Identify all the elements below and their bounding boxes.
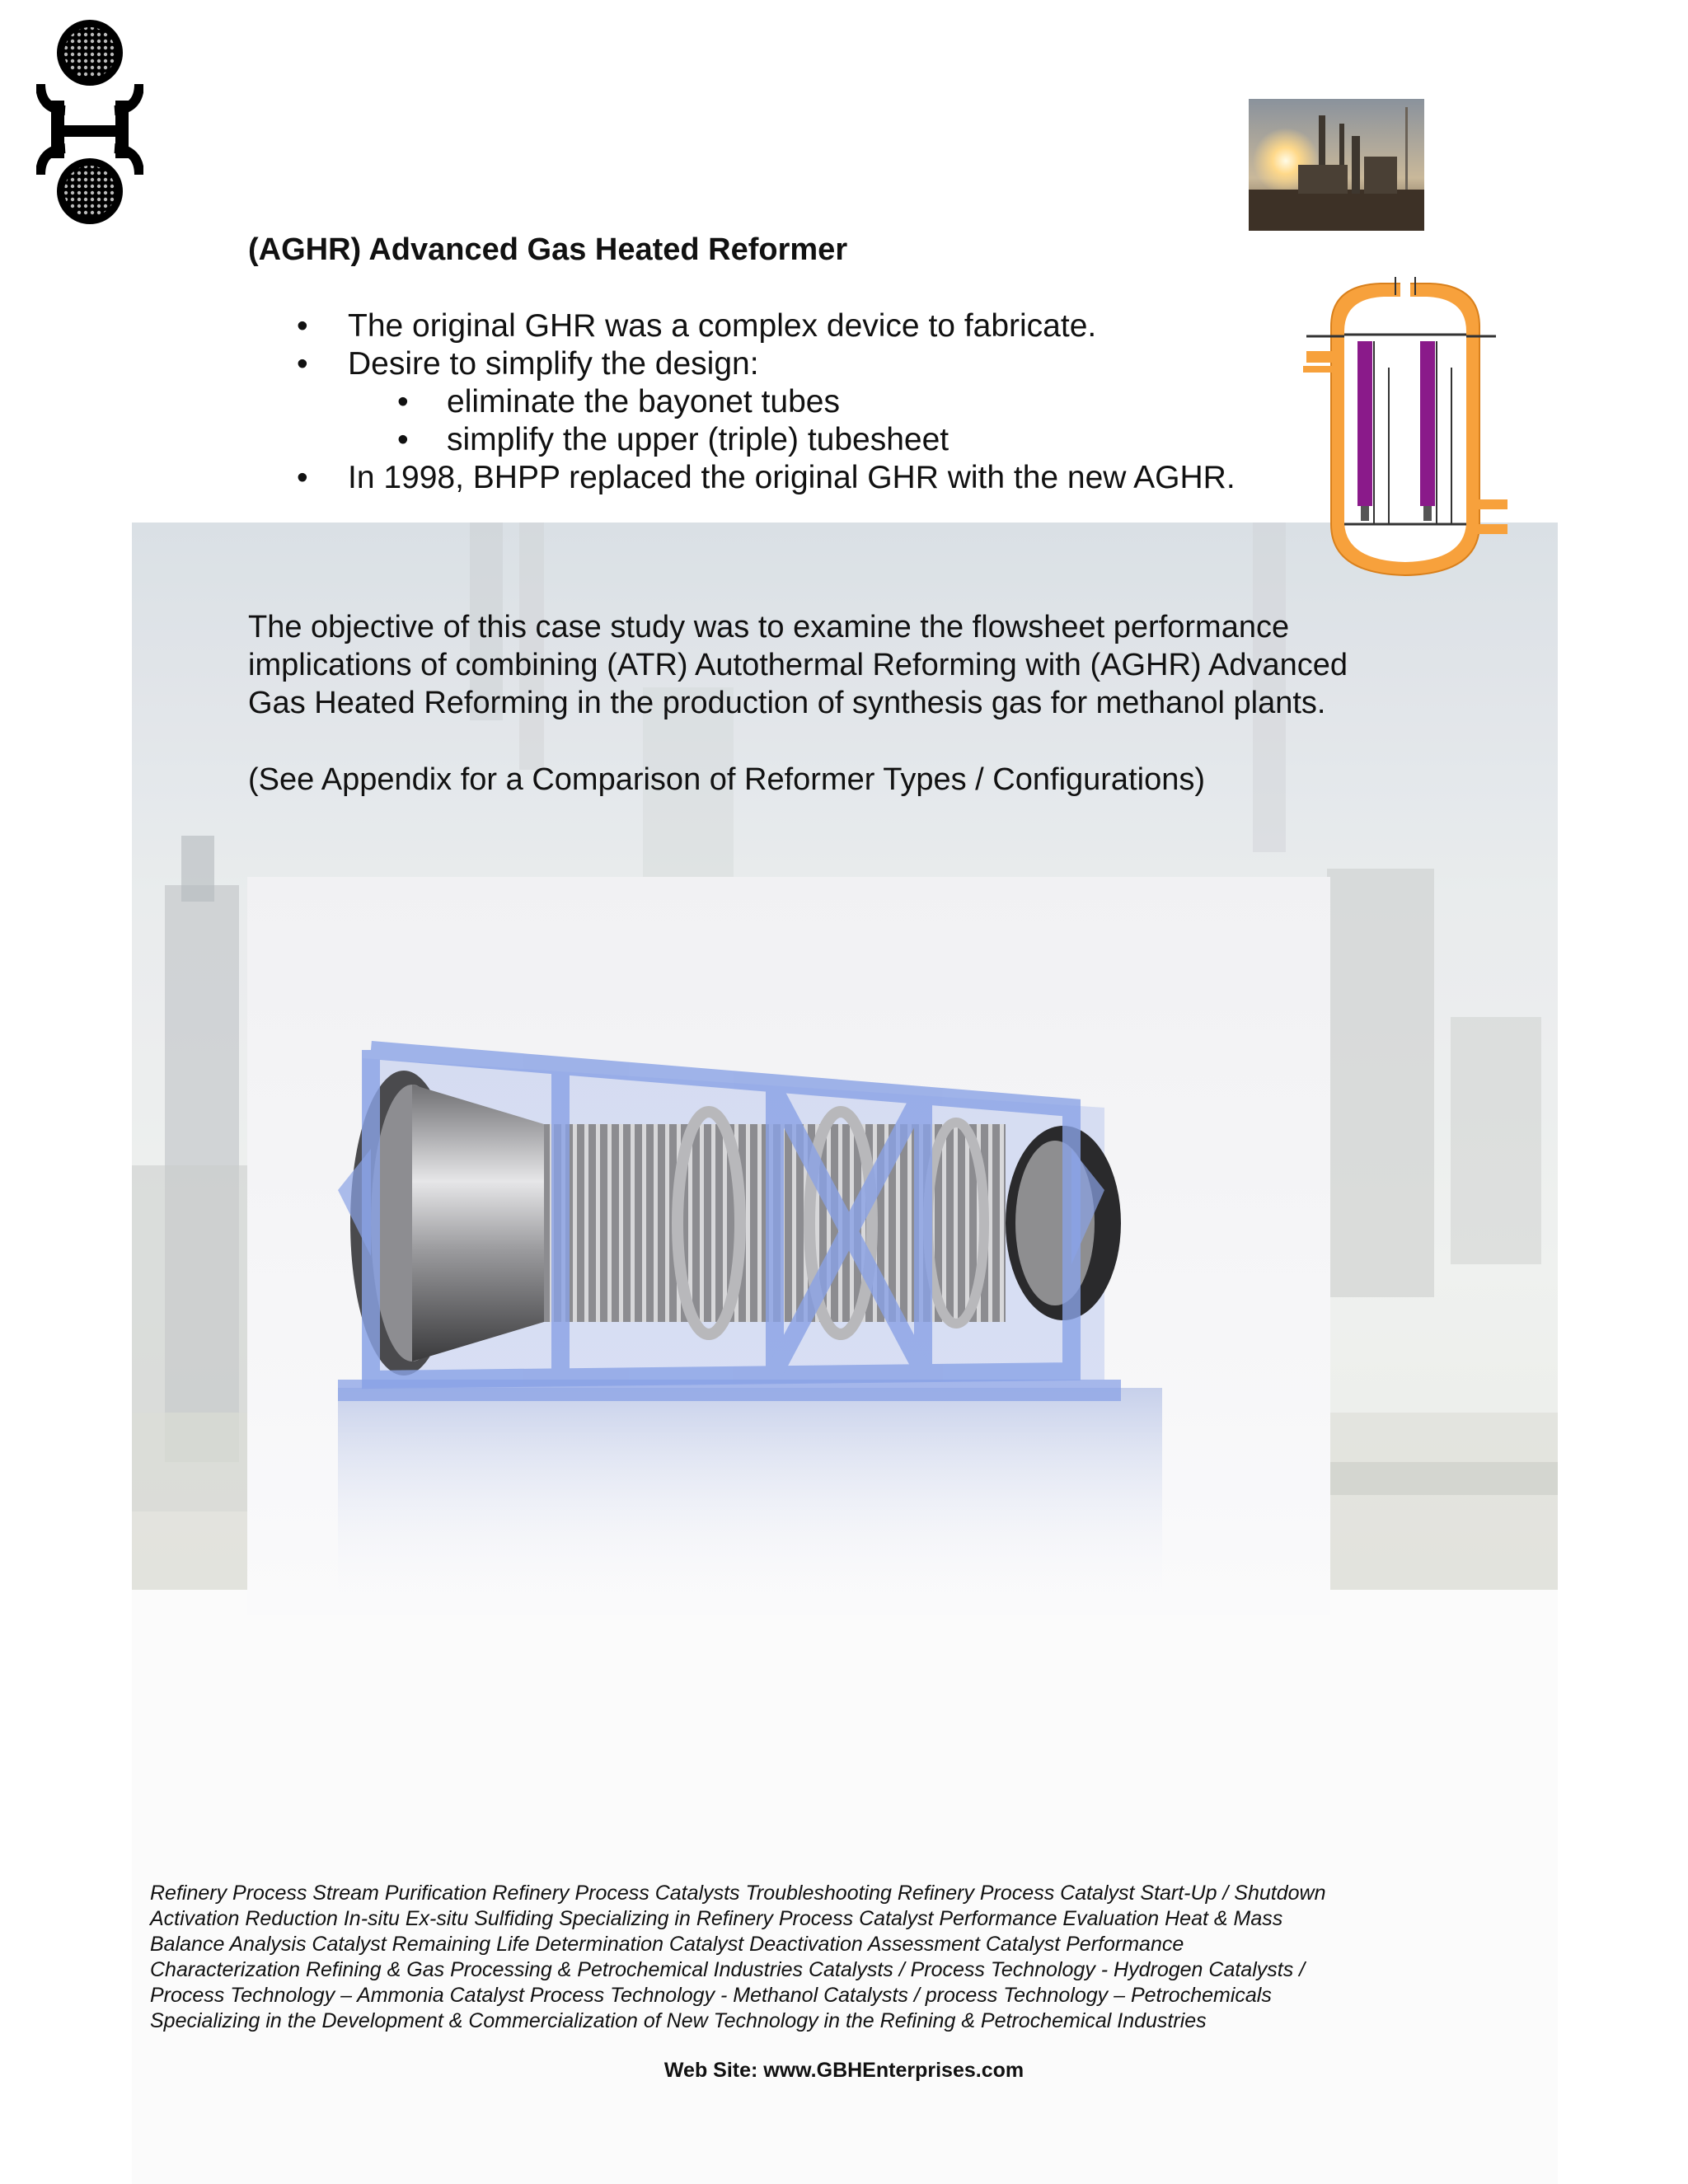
sub-bullet-item: • eliminate the bayonet tubes	[397, 384, 840, 419]
page-title: (AGHR) Advanced Gas Heated Reformer	[248, 232, 848, 267]
objective-line: implications of combining (ATR) Autothermal Reforming with (AGHR) Advanced	[248, 648, 1348, 682]
objective-line: The objective of this case study was to examine the flowsheet performance	[248, 610, 1290, 644]
aghr-3d-render	[247, 877, 1330, 1615]
website-link[interactable]: Web Site: www.GBHEnterprises.com	[663, 2059, 1025, 2082]
footer-line: Refinery Process Stream Purification Refinery Process Catalysts Troubleshooting Refinery Process Catalyst Start-Up / Shutdown	[150, 1882, 1326, 1905]
footer-line: Activation Reduction In-situ Ex-situ Sulfiding Specializing in Refinery Process Catalyst Performance Evaluation Heat & Mass	[150, 1907, 1283, 1930]
objective-line: Gas Heated Reforming in the production of synthesis gas for methanol plants.	[248, 686, 1326, 720]
bullet-dot: •	[297, 346, 308, 382]
footer-line: Characterization Refining & Gas Processing & Petrochemical Industries Catalysts / Process Technology - Hydrogen Catalysts /	[150, 1958, 1306, 1981]
refinery-sunset-photo	[1249, 99, 1424, 231]
appendix-note: (See Appendix for a Comparison of Reformer Types / Configurations)	[248, 762, 1205, 797]
sub-bullet-item: • simplify the upper (triple) tubesheet	[397, 422, 950, 457]
bullet-dot: •	[297, 308, 308, 344]
bullet-dot: •	[397, 384, 409, 419]
footer-line: Balance Analysis Catalyst Remaining Life Determination Catalyst Deactivation Assessment Catalyst Performance	[150, 1933, 1184, 1956]
bullet-item: • In 1998, BHPP replaced the original GHR with the new AGHR.	[297, 460, 1236, 495]
footer-line: Specializing in the Development & Commercialization of New Technology in the Refining & Petrochemical Industries	[150, 2009, 1207, 2032]
objective-paragraph	[248, 608, 1443, 722]
aghr-schematic-diagram	[1298, 277, 1512, 582]
bullet-item: • Desire to simplify the design:	[297, 346, 759, 382]
bullet-item: • The original GHR was a complex device to fabricate.	[297, 308, 1097, 344]
company-logo	[36, 18, 143, 224]
footer-line: Process Technology – Ammonia Catalyst Process Technology - Methanol Catalysts / process Technology – Petrochemicals	[150, 1984, 1272, 2007]
bullet-dot: •	[397, 422, 409, 457]
footer-services-text	[150, 1881, 1452, 2034]
bullet-dot: •	[297, 460, 308, 495]
